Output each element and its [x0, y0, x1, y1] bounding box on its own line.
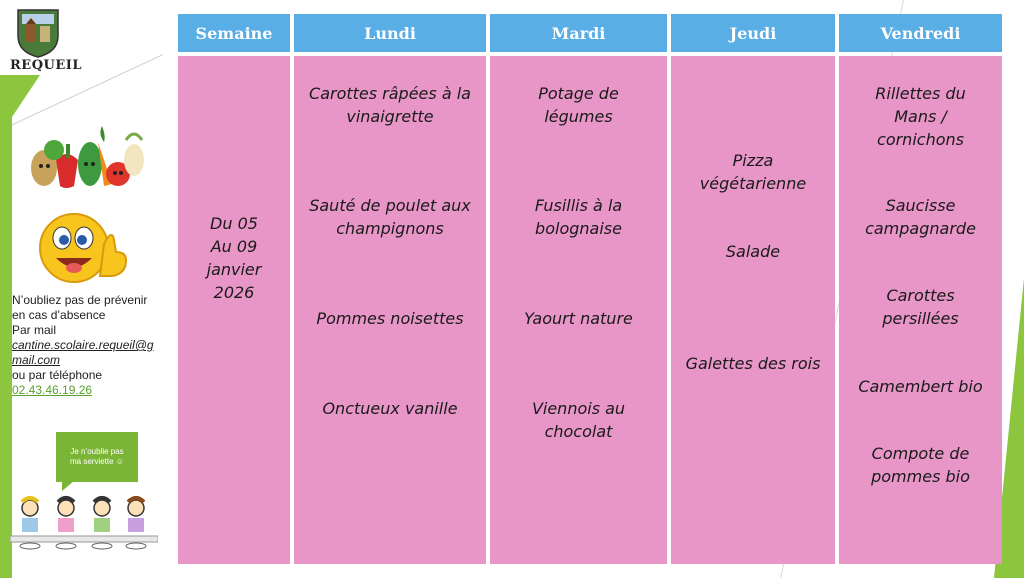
header-vendredi: Vendredi	[839, 14, 1002, 52]
town-coat-of-arms-logo	[16, 8, 60, 58]
jeudi-cell	[671, 56, 835, 564]
menu-item: Camembert bio	[858, 377, 983, 396]
menu-item: Potage de légumes	[538, 84, 619, 126]
column-jeudi	[671, 14, 835, 564]
town-name: REQUEIL	[10, 58, 83, 73]
header-mardi: Mardi	[490, 14, 667, 52]
menu-item: Onctueux vanille	[322, 399, 458, 418]
absence-notice	[12, 293, 162, 398]
napkin-reminder-bubble	[56, 432, 138, 482]
vegetables-illustration	[26, 120, 148, 192]
header-semaine: Semaine	[178, 14, 290, 52]
week-range: Du 05 Au 09 janvier 2026	[206, 214, 262, 302]
lundi-cell	[294, 56, 486, 564]
menu-item: Pizza végétarienne	[699, 151, 807, 193]
menu-item: Carottes râpées à la vinaigrette	[309, 84, 471, 126]
menu-item: Saucisse campagnarde	[865, 196, 976, 238]
mardi-cell	[490, 56, 667, 564]
napkin-reminder-text: Je n’oublie pas ma serviette ☺	[70, 447, 124, 466]
menu-item: Sauté de poulet aux champignons	[309, 196, 471, 238]
menu-item: Carottes persillées	[882, 286, 959, 328]
notice-text: Par mail	[12, 323, 57, 337]
menu-item: Yaourt nature	[524, 309, 633, 328]
menu-item: Rillettes du Mans / cornichons	[875, 84, 966, 149]
menu-item: Viennois au chocolat	[531, 399, 626, 441]
notice-text: ou par téléphone	[12, 368, 103, 382]
column-vendredi	[839, 14, 1002, 564]
header-lundi: Lundi	[294, 14, 486, 52]
header-jeudi: Jeudi	[671, 14, 835, 52]
phone-link[interactable]: 02.43.46.19.26	[12, 383, 93, 397]
notice-text: N’oubliez pas de prévenir en cas d’absence	[12, 293, 148, 322]
week-cell	[178, 56, 290, 564]
menu-item: Galettes des rois	[685, 354, 821, 373]
menu-item: Fusillis à la bolognaise	[534, 196, 623, 238]
column-semaine	[178, 14, 290, 564]
menu-item: Pommes noisettes	[316, 309, 464, 328]
bubble-tail	[62, 481, 74, 491]
weekly-menu-table	[178, 14, 1002, 564]
menu-item: Salade	[725, 242, 781, 261]
column-mardi	[490, 14, 667, 564]
column-lundi	[294, 14, 486, 564]
children-at-table-illustration	[10, 492, 158, 558]
email-link[interactable]: cantine.scolaire.requeil@gmail.com	[12, 338, 154, 367]
smiley-thumbs-up-icon	[34, 208, 134, 288]
menu-item: Compote de pommes bio	[871, 444, 970, 486]
vendredi-cell	[839, 56, 1002, 564]
